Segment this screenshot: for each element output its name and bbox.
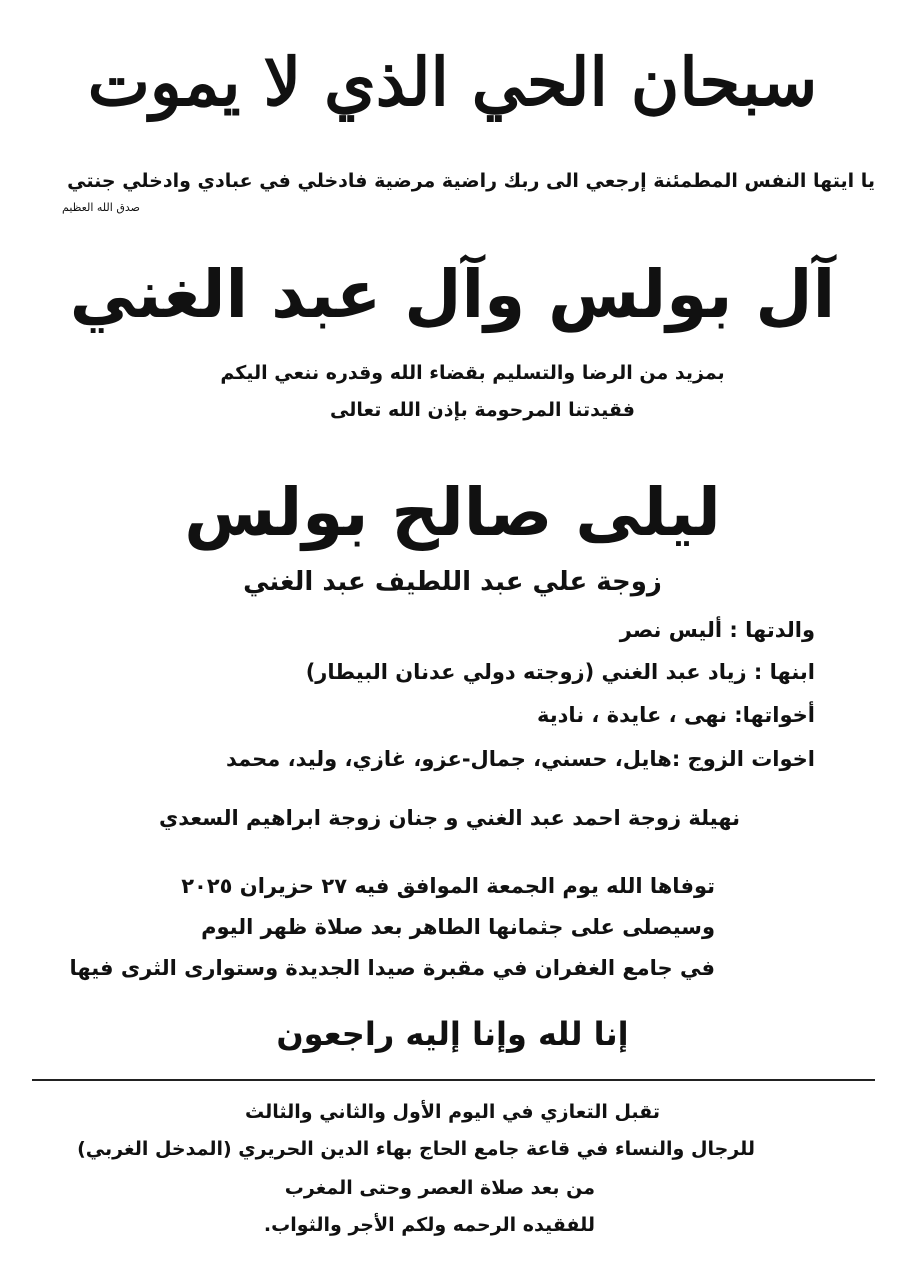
quran-verse: يا ايتها النفس المطمئنة إرجعي الى ربك راضية مرضية فادخلي في عبادي وادخلي جنتي [67, 170, 875, 192]
funeral-prayer-line: وسيصلى على جثمانها الطاهر بعد صلاة ظهر اليوم [201, 915, 715, 939]
condolence-days-line: تقبل التعازي في اليوم الأول والثاني والثالث [245, 1101, 660, 1123]
family-names-title: آل بولس وآل عبد الغني [69, 256, 836, 333]
relative-mother: والدتها : أليس نصر [619, 618, 815, 642]
verse-attribution: صدق الله العظيم [62, 201, 140, 214]
relative-husband-siblings: اخوات الزوج :هايل، حسني، جمال-عزو، غازي، وليد، محمد [225, 747, 815, 771]
condolence-closing-line: للفقيده الرحمه ولكم الأجر والثواب. [263, 1214, 595, 1236]
burial-location-line: في جامع الغفران في مقبرة صيدا الجديدة وستوارى الثرى فيها [69, 956, 715, 980]
condolence-time-line: من بعد صلاة العصر وحتى المغرب [284, 1177, 595, 1199]
relative-son: ابنها : زياد عبد الغني (زوجته دولي عدنان البيطار) [305, 660, 815, 684]
death-date-line: توفاها الله يوم الجمعة الموافق فيه ٢٧ حزيران ٢٠٢٥ [181, 874, 715, 898]
relative-sisters: أخواتها: نهى ، عايدة ، نادية [536, 703, 815, 727]
section-divider [32, 1079, 875, 1081]
deceased-name: ليلى صالح بولس [184, 474, 721, 551]
closing-phrase: إنا لله وإنا إليه راجعون [276, 1015, 629, 1053]
condolence-venue-line: للرجال والنساء في قاعة جامع الحاج بهاء الدين الحريري (المدخل الغربي) [77, 1138, 755, 1160]
deceased-spouse: زوجة علي عبد اللطيف عبد الغني [243, 567, 662, 597]
intro-line-1: بمزيد من الرضا والتسليم بقضاء الله وقدره ننعي اليكم [220, 362, 725, 384]
intro-line-2: فقيدتنا المرحومة بإذن الله تعالى [330, 399, 635, 421]
calligraphy-header: سبحان الحي الذي لا يموت [87, 43, 818, 121]
relative-husband-sisters: نهيلة زوجة احمد عبد الغني و جنان زوجة ابراهيم السعدي [159, 806, 740, 830]
